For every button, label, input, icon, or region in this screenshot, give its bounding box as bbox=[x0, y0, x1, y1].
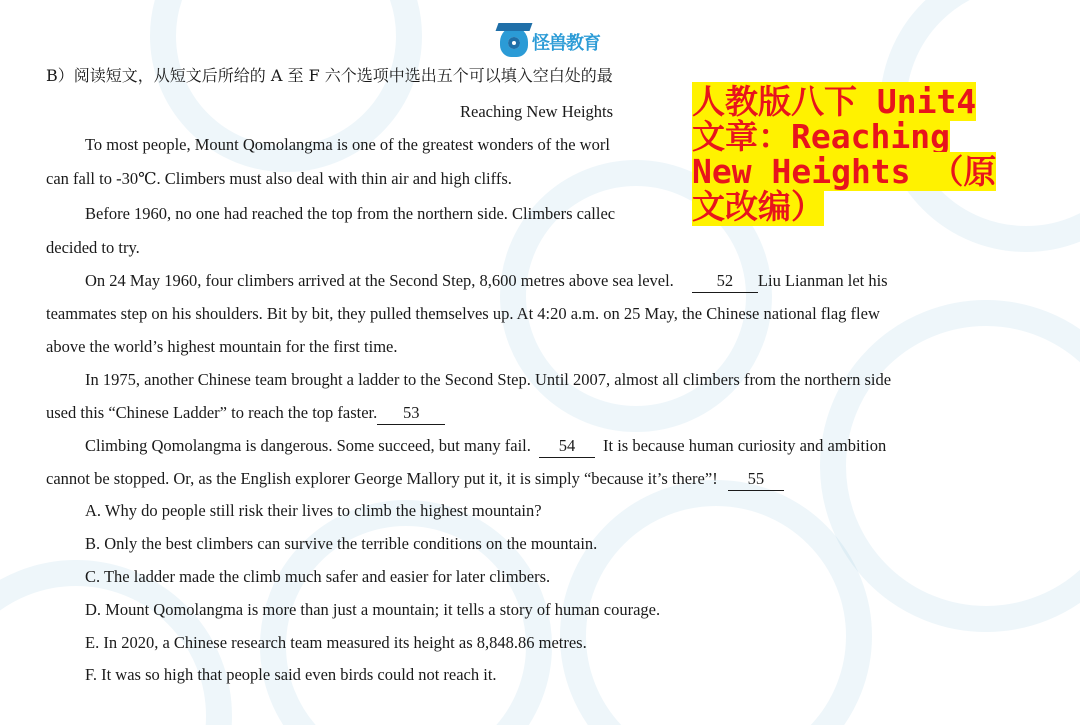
blank-53[interactable]: 53 bbox=[377, 402, 445, 425]
p3-line3: above the world’s highest mountain for the first time. bbox=[46, 337, 398, 356]
blank-52[interactable]: 52 bbox=[692, 270, 758, 293]
p2-line1: Before 1960, no one had reached the top from the northern side. Climbers callec bbox=[85, 204, 616, 223]
brand-logo bbox=[500, 24, 600, 60]
brand-name: 怪兽教育 bbox=[532, 33, 600, 54]
p3-line1-text-a: On 24 May 1960, four climbers arrived at the Second Step, 8,600 metres above sea level. bbox=[85, 271, 674, 290]
p5-line1-text-b: It is because human curiosity and ambition bbox=[603, 436, 887, 455]
mascot-icon bbox=[500, 27, 528, 57]
option-c: C. The ladder made the climb much safer and easier for later climbers. bbox=[85, 567, 551, 586]
p2-line2: decided to try. bbox=[46, 238, 140, 257]
blank-54[interactable]: 54 bbox=[539, 435, 595, 458]
p3-line1-text-b: Liu Lianman let his bbox=[757, 271, 888, 290]
passage-title: Reaching New Heights bbox=[460, 102, 614, 121]
p1-line1: To most people, Mount Qomolangma is one of the greatest wonders of the worl bbox=[85, 135, 610, 154]
p5-line1 bbox=[85, 435, 886, 458]
p5-line2-text: cannot be stopped. Or, as the English explorer George Mallory put it, it is simply “because it’s there”! bbox=[46, 469, 718, 488]
option-e: E. In 2020, a Chinese research team measured its height as 8,848.86 metres. bbox=[85, 633, 587, 652]
option-d: D. Mount Qomolangma is more than just a mountain; it tells a story of human courage. bbox=[85, 600, 661, 619]
option-f: F. It was so high that people said even birds could not reach it. bbox=[85, 665, 497, 684]
blank-55[interactable]: 55 bbox=[728, 468, 784, 491]
p3-line1 bbox=[85, 270, 888, 293]
p5-line2 bbox=[46, 468, 784, 491]
p4-line2 bbox=[46, 402, 445, 425]
p4-line2-text: used this “Chinese Ladder” to reach the top faster. bbox=[46, 403, 378, 422]
p1-line2: can fall to -30℃. Climbers must also deal with thin air and high cliffs. bbox=[46, 169, 512, 188]
unit-label-text: 人教版八下 Unit4 文章：Reaching New Heights （原文改编） bbox=[692, 82, 997, 226]
unit-label-overlay bbox=[692, 84, 1022, 224]
p5-line1-text-a: Climbing Qomolangma is dangerous. Some succeed, but many fail. bbox=[85, 436, 531, 455]
p4-line1: In 1975, another Chinese team brought a ladder to the Second Step. Until 2007, almost all climbers from the northern side bbox=[85, 370, 892, 389]
p3-line2: teammates step on his shoulders. Bit by bit, they pulled themselves up. At 4:20 a.m. on 25 May, the Chinese national flag flew bbox=[46, 304, 880, 323]
instruction-text: B）阅读短文，从短文后所给的 A 至 F 六个选项中选出五个可以填入空白处的最 bbox=[46, 66, 613, 85]
option-a: A. Why do people still risk their lives to climb the highest mountain? bbox=[85, 501, 542, 520]
option-b: B. Only the best climbers can survive the terrible conditions on the mountain. bbox=[85, 534, 598, 553]
